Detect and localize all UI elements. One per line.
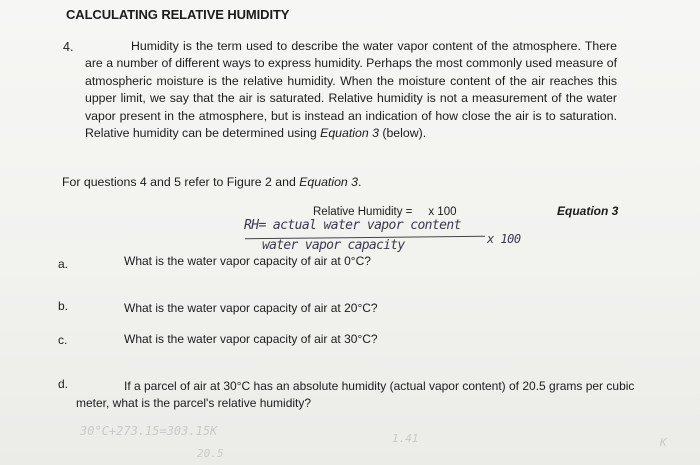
intro-equation-ref: Equation 3 [320, 126, 379, 141]
note-end: . [358, 175, 362, 189]
intro-text: Humidity is the term used to describe the water vapor content of the atmosphere. There are a number of different ways to express humidity. Perhaps the most commonly used measure of atmospheric moisture is the relative humidity. When the moisture content of the air reaches this upper limit, we say that the air is saturated. Relative humidity is not a measurement of the water vapor present in the atmosphere, but is instead an indication of how close the air is to saturation. Relative humidity can be determined using [85, 39, 617, 141]
equation-formula: Relative Humidity = x 100 [313, 206, 457, 218]
item-number: 4. [63, 40, 74, 54]
handwritten-numerator: RH= actual water vapor content [244, 218, 461, 233]
instruction-note [62, 175, 361, 189]
faint-handwriting-2: 1.41 [392, 432, 419, 445]
question-b-label: b. [58, 299, 69, 313]
question-d-text: If a parcel of air at 30°C has an absolute humidity (actual vapor content) of 20.5 grams per cubic meter, what is the parcel's relative humidity? [76, 379, 635, 410]
intro-paragraph [85, 38, 617, 142]
equation-number: Equation 3 [557, 204, 619, 218]
note-text: For questions 4 and 5 refer to Figure 2 and [62, 175, 300, 189]
faint-handwriting-1: 30°C+273.15=303.15K [80, 424, 218, 438]
question-d-label: d. [58, 377, 69, 391]
handwritten-denominator: water vapor capacity [262, 238, 405, 253]
question-a-label: a. [58, 257, 69, 271]
page-title: CALCULATING RELATIVE HUMIDITY [66, 7, 290, 22]
question-a-text: What is the water vapor capacity of air at 0°C? [124, 254, 371, 268]
handwritten-multiplier: x 100 [487, 232, 521, 246]
note-equation-ref: Equation 3 [299, 175, 359, 189]
faint-handwriting-4: K [660, 436, 667, 449]
question-b-text: What is the water vapor capacity of air at 20°C? [124, 301, 378, 315]
intro-text-end: (below). [378, 126, 427, 141]
faint-handwriting-3: 20.5 [197, 447, 224, 460]
question-c-label: c. [58, 333, 68, 347]
question-c-text: What is the water vapor capacity of air at 30°C? [124, 332, 378, 346]
